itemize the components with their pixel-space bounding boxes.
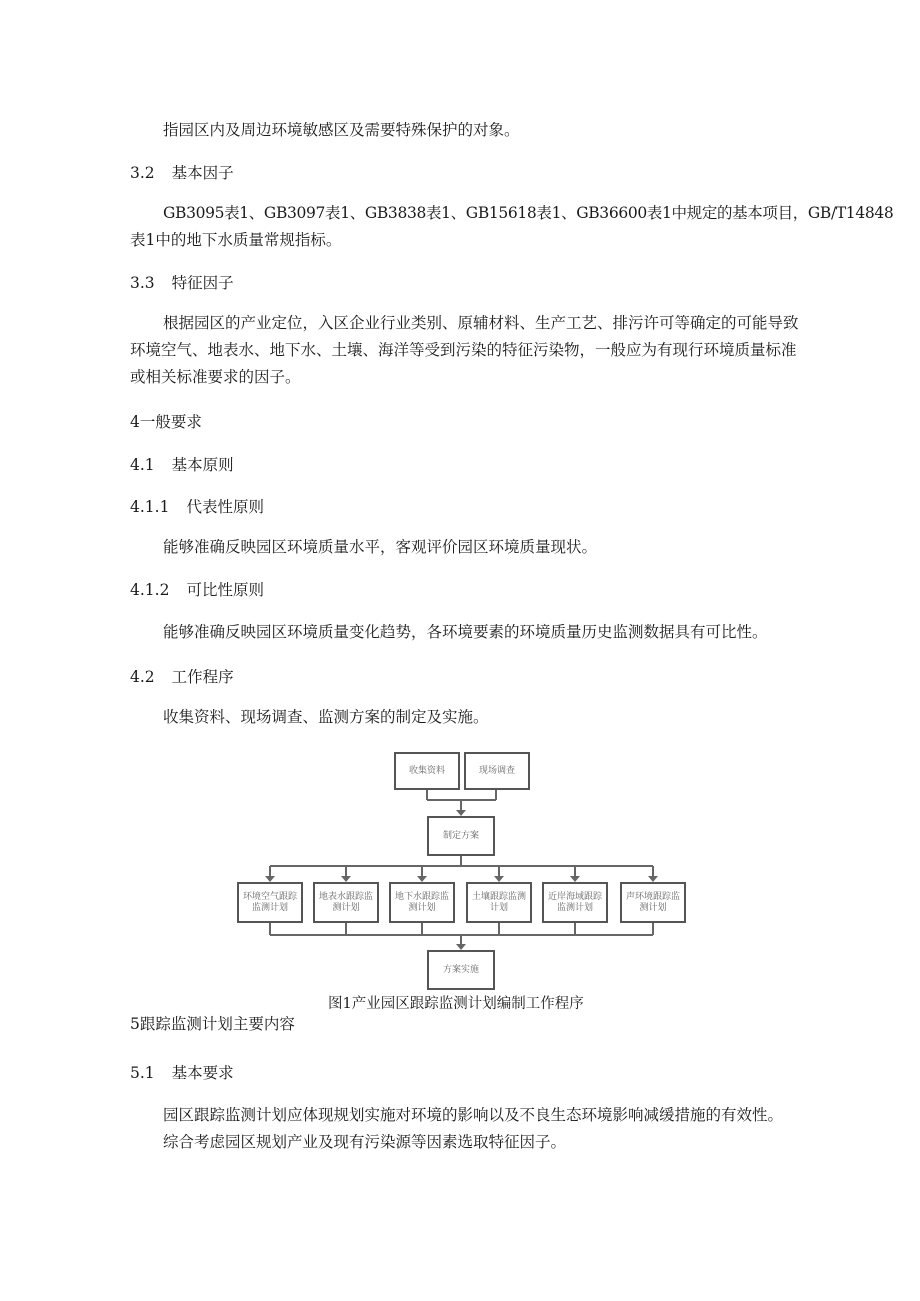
- paragraph-basic-requirements-line1: 园区跟踪监测计划应体现规划实施对环境的影响以及不良生态环境影响减缓措施的有效性。: [163, 1106, 784, 1124]
- section-title: 基本要求: [171, 1064, 234, 1082]
- section-title: 特征因子: [171, 274, 234, 292]
- section-title: 可比性原则: [186, 581, 264, 599]
- section-4-heading: 4一般要求: [130, 413, 202, 431]
- section-number: 4.1: [130, 456, 155, 474]
- section-title: 工作程序: [171, 668, 234, 686]
- paragraph-characteristic-factors-line1: 根据园区的产业定位，入区企业行业类别、原辅材料、生产工艺、排污许可等确定的可能导致: [163, 314, 799, 332]
- paragraph-characteristic-factors-line3: 或相关标准要求的因子。: [130, 368, 301, 386]
- flow-box-groundwater-plan: 地下水跟踪监测计划: [389, 882, 455, 923]
- flow-box-implement-plan: 方案实施: [427, 950, 495, 990]
- paragraph-sensitive-objects: 指园区内及周边环境敏感区及需要特殊保护的对象。: [163, 121, 520, 139]
- section-number: 3.2: [130, 164, 155, 182]
- section-number: 5.1: [130, 1064, 155, 1082]
- flow-box-collect-data: 收集资料: [394, 752, 460, 790]
- section-title: 基本因子: [171, 164, 234, 182]
- section-number: 4.2: [130, 668, 155, 686]
- paragraph-comparability: 能够准确反映园区环境质量变化趋势，各环境要素的环境质量历史监测数据具有可比性。: [163, 623, 768, 641]
- section-title: 代表性原则: [186, 498, 264, 516]
- flow-box-soil-plan: 土壤跟踪监测计划: [466, 882, 532, 923]
- paragraph-basic-requirements-line2: 综合考虑园区规划产业及现有污染源等因素选取特征因子。: [163, 1133, 567, 1151]
- section-title: 基本原则: [171, 456, 234, 474]
- section-5-heading: 5跟踪监测计划主要内容: [130, 1015, 295, 1033]
- paragraph-basic-factors-line2: 表1中的地下水质量常规指标。: [130, 231, 342, 249]
- flow-box-air-plan: 环境空气跟踪监测计划: [237, 882, 303, 923]
- flow-box-acoustic-plan: 声环境跟踪监测计划: [620, 882, 686, 923]
- figure-caption: 图1产业园区跟踪监测计划编制工作程序: [328, 996, 584, 1012]
- paragraph-basic-factors-line1: GB3095表1、GB3097表1、GB3838表1、GB15618表1、GB36600表1中规定的基本项目，GB/T14848: [163, 204, 894, 222]
- paragraph-work-procedure: 收集资料、现场调查、监测方案的制定及实施。: [163, 708, 489, 726]
- flow-box-surface-water-plan: 地表水跟踪监测计划: [313, 882, 379, 923]
- flow-box-make-plan: 制定方案: [427, 816, 495, 856]
- section-number: 4.1.1: [130, 498, 170, 516]
- section-5-1-heading: [130, 1063, 234, 1083]
- flow-box-site-survey: 现场调查: [464, 752, 530, 790]
- paragraph-representativeness: 能够准确反映园区环境质量水平，客观评价园区环境质量现状。: [163, 538, 598, 556]
- paragraph-characteristic-factors-line2: 环境空气、地表水、地下水、土壤、海洋等受到污染的特征污染物，一般应为有现行环境质量标准: [130, 341, 797, 359]
- section-number: 3.3: [130, 274, 155, 292]
- flow-box-coastal-sea-plan: 近岸海域跟踪监测计划: [542, 882, 608, 923]
- section-number: 4.1.2: [130, 581, 170, 599]
